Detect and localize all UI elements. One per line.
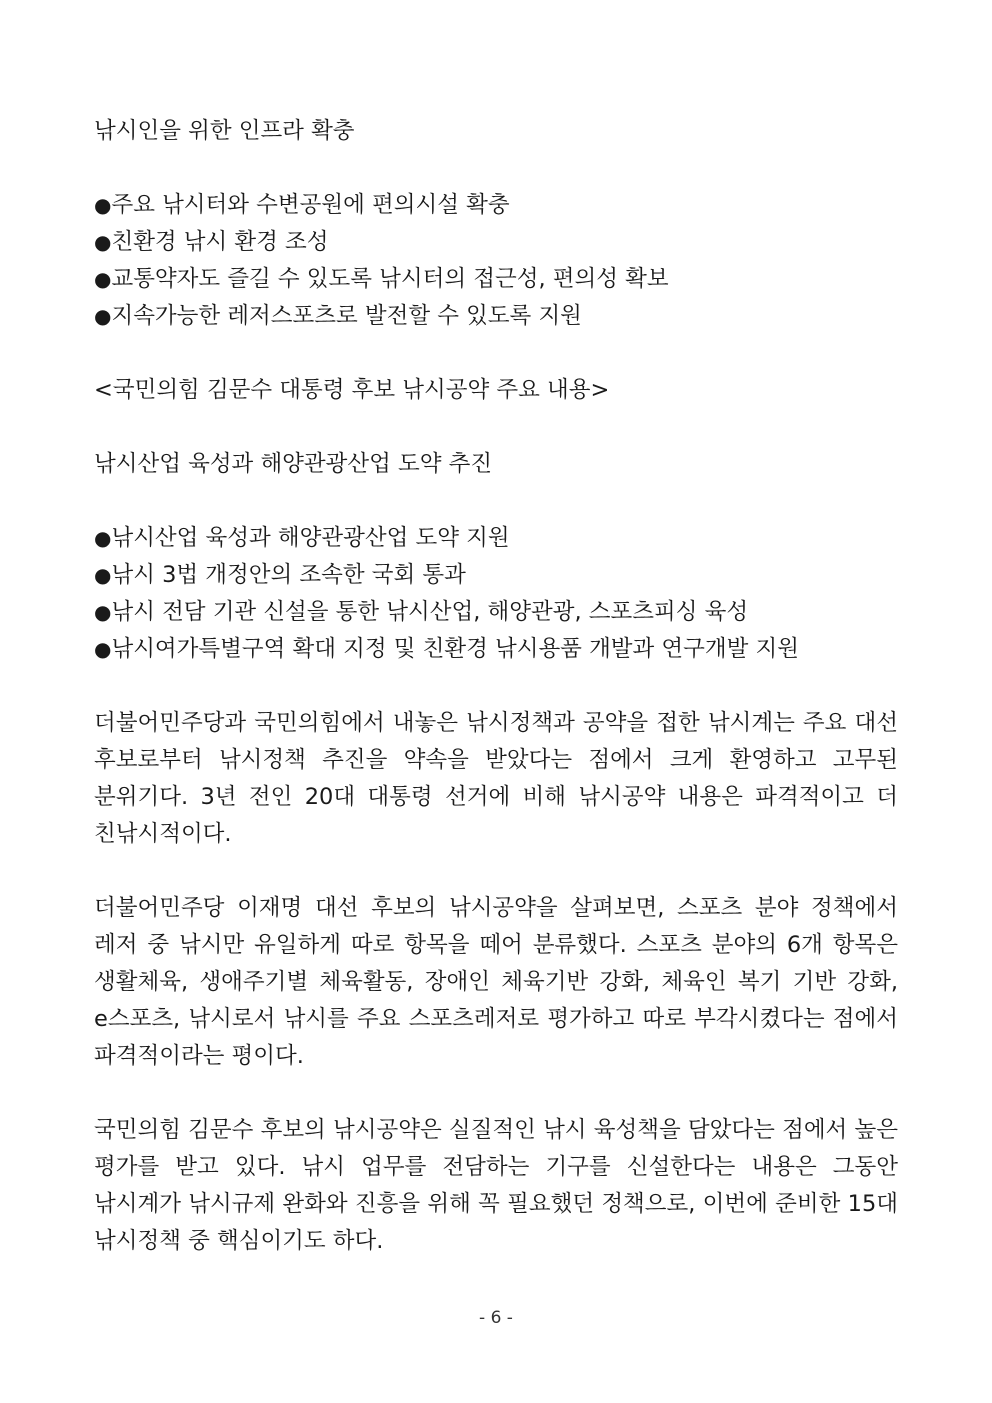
page-number: - 6 -	[479, 1308, 513, 1328]
bullet-icon: ●	[94, 563, 112, 587]
document-body	[94, 113, 898, 1297]
list-item: ●지속가능한 레저스포츠로 발전할 수 있도록 지원	[94, 303, 582, 329]
section-heading: 낚시인을 위한 인프라 확충	[94, 118, 355, 144]
list-item: ●주요 낚시터와 수변공원에 편의시설 확충	[94, 192, 510, 218]
paragraph: 더불어민주당 이재명 대선 후보의 낚시공약을 살펴보면, 스포츠 분야 정책에서 레저 중 낚시만 유일하게 따로 항목을 떼어 분류했다. 스포츠 분야의 6개 항목은 생활체육, 생애주기별 체육활동, 장애인 체육기반 강화, 체육인 복기 기반 강화, e스포츠, 낚시로서 낚시를 주요 스포츠레저로 평가하고 따로 부각시켰다는 점에서 파격적이라는 평이다.	[94, 895, 898, 1069]
bullet-icon: ●	[94, 526, 112, 550]
paragraph: 더불어민주당과 국민의힘에서 내놓은 낚시정책과 공약을 접한 낚시계는 주요 대선 후보로부터 낚시정책 추진을 약속을 받았다는 점에서 크게 환영하고 고무된 분위기다. 3년 전인 20대 대통령 선거에 비해 낚시공약 내용은 파격적이고 더 친낚시적이다.	[94, 710, 898, 847]
bullet-icon: ●	[94, 600, 112, 624]
list-item: ●낚시 전담 기관 신설을 통한 낚시산업, 해양관광, 스포츠피싱 육성	[94, 599, 749, 625]
list-item: ●낚시 3법 개정안의 조속한 국회 통과	[94, 562, 466, 588]
bullet-list	[94, 520, 898, 668]
list-item: ●낚시산업 육성과 해양관광산업 도약 지원	[94, 525, 510, 551]
bullet-icon: ●	[94, 230, 112, 254]
list-item: ●친환경 낚시 환경 조성	[94, 229, 329, 255]
bullet-icon: ●	[94, 637, 112, 661]
bullet-icon: ●	[94, 304, 112, 328]
paragraph: 국민의힘 김문수 후보의 낚시공약은 실질적인 낚시 육성책을 담았다는 점에서 높은 평가를 받고 있다. 낚시 업무를 전담하는 기구를 신설한다는 내용은 그동안 낚시계가 낚시규제 완화와 진흥을 위해 꼭 필요했던 정책으로, 이번에 준비한 15대 낚시정책 중 핵심이기도 하다.	[94, 1117, 898, 1254]
list-item: ●교통약자도 즐길 수 있도록 낚시터의 접근성, 편의성 확보	[94, 266, 669, 292]
section-title: <국민의힘 김문수 대통령 후보 낚시공약 주요 내용>	[94, 377, 610, 403]
list-item: ●낚시여가특별구역 확대 지정 및 친환경 낚시용품 개발과 연구개발 지원	[94, 636, 799, 662]
section-heading: 낚시산업 육성과 해양관광산업 도약 추진	[94, 451, 493, 477]
bullet-icon: ●	[94, 267, 112, 291]
bullet-list	[94, 187, 898, 335]
bullet-icon: ●	[94, 193, 112, 217]
